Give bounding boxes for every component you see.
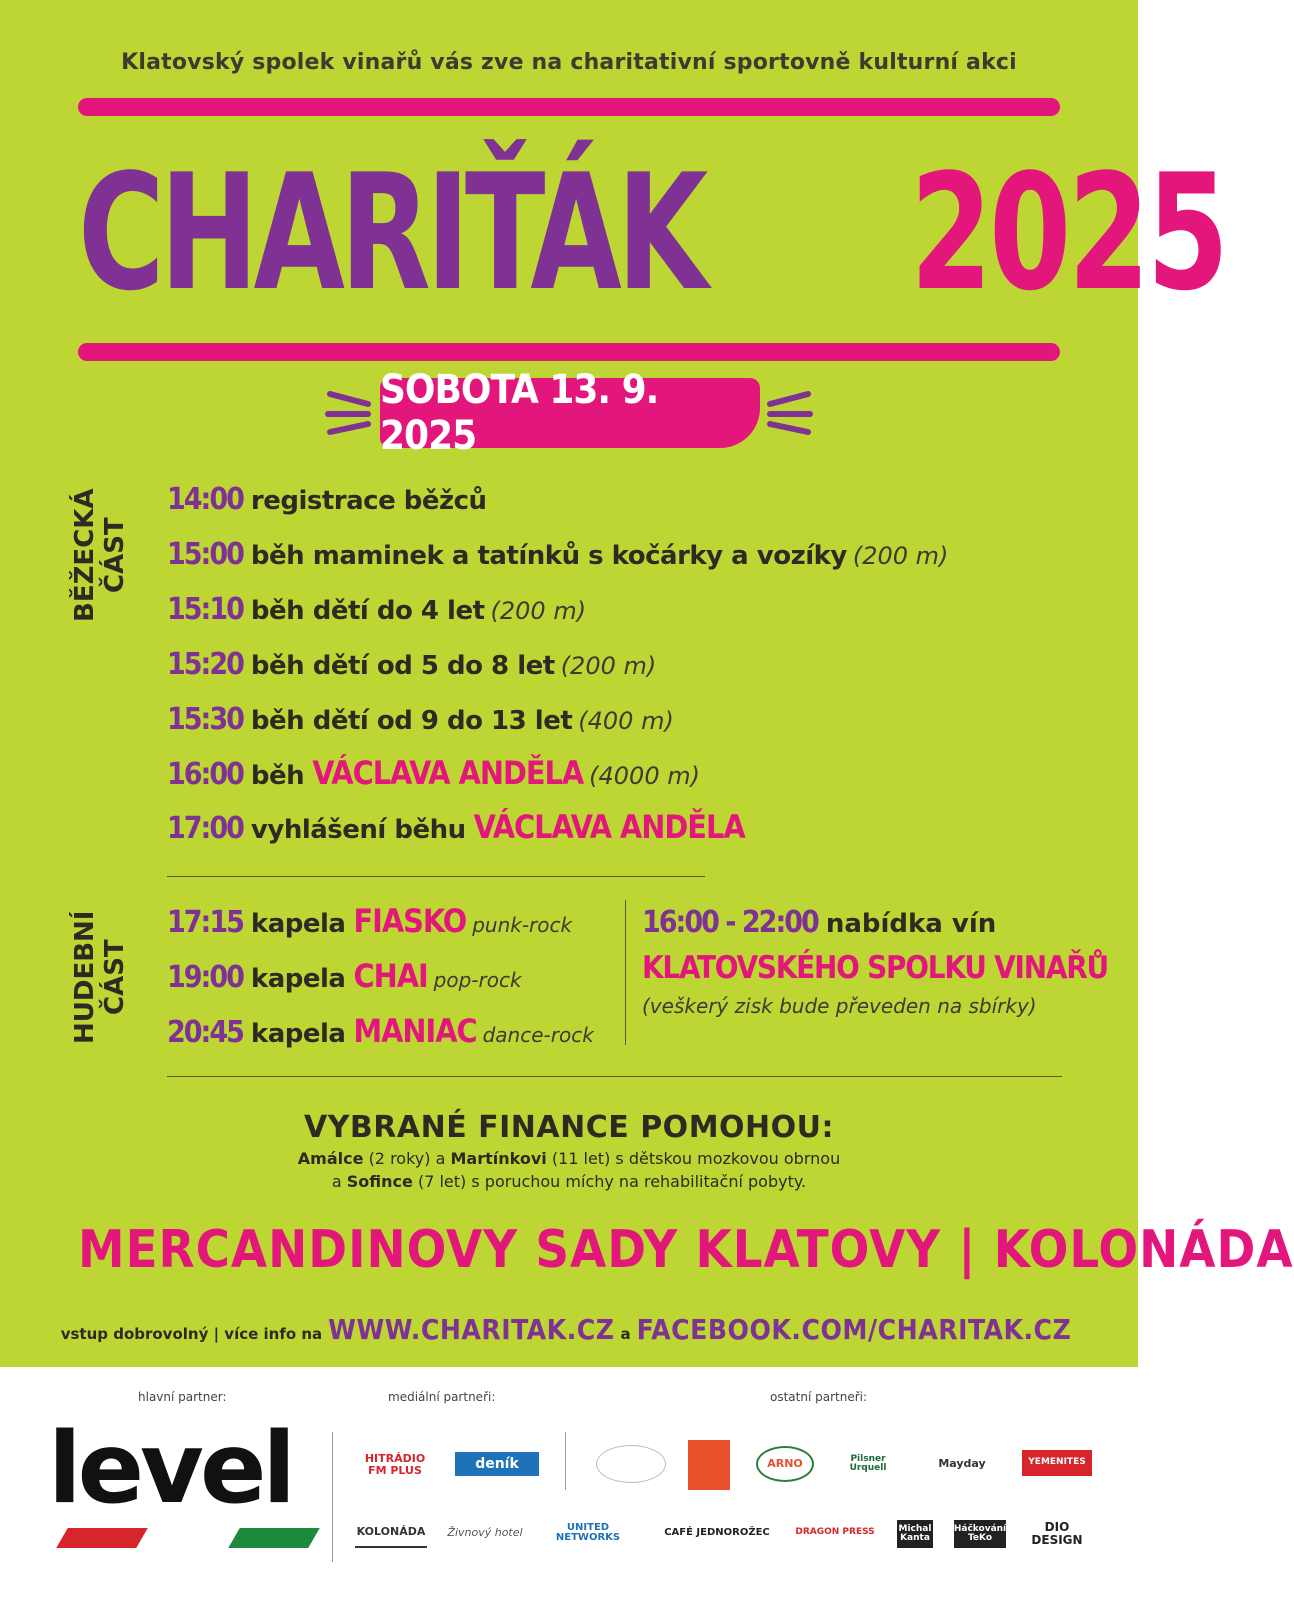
pilsner-logo: Pilsner Urquell xyxy=(849,1453,887,1473)
united-networks-logo: UNITED NETWORKS xyxy=(555,1521,621,1543)
level-wordmark: level xyxy=(48,1412,292,1526)
schedule-distance: (400 m) xyxy=(578,707,674,735)
schedule-text: běh dětí od 9 do 13 let xyxy=(250,706,573,736)
rays-right-icon xyxy=(766,388,814,438)
music-row xyxy=(167,957,522,995)
finance-heading: VYBRANÉ FINANCE POMOHOU: xyxy=(303,1110,835,1145)
schedule-time: 16:00 xyxy=(167,757,243,792)
music-time: 17:15 xyxy=(167,905,243,940)
dio-design-logo: DIO DESIGN xyxy=(1031,1520,1083,1547)
partner-logo-kulturni xyxy=(688,1440,730,1490)
schedule-time: 15:00 xyxy=(167,537,243,572)
kolonada-logo: KOLONÁDA xyxy=(355,1518,427,1548)
arno-logo: ARNO xyxy=(756,1446,814,1482)
music-text: kapela xyxy=(250,909,346,939)
beneficiary-name: Martínkovi xyxy=(450,1149,547,1168)
event-title xyxy=(78,128,1226,338)
partner-logo-circle xyxy=(596,1445,666,1483)
music-text: kapela xyxy=(250,1019,346,1049)
level-logo xyxy=(48,1412,318,1550)
wine-note: (veškerý zisk bude převeden na sbírky) xyxy=(642,994,1037,1018)
music-time: 19:00 xyxy=(167,960,243,995)
date-badge: SOBOTA 13. 9. 2025 xyxy=(380,378,760,448)
schedule-row xyxy=(167,647,656,682)
schedule-highlight: VÁCLAVA ANDĚLA xyxy=(473,808,745,846)
schedule-row xyxy=(167,537,948,572)
wine-highlight: KLATOVSKÉHO SPOLKU VINAŘŮ xyxy=(642,950,1108,986)
schedule-distance: (200 m) xyxy=(852,542,949,570)
band-name: FIASKO xyxy=(353,902,467,940)
beneficiary-prefix: a xyxy=(331,1172,342,1191)
music-row xyxy=(167,902,572,940)
beneficiary-detail: (2 roky) a xyxy=(368,1149,446,1168)
dragon-press-logo: DRAGON PRESS xyxy=(795,1527,875,1538)
section-label-run: BĚŽECKÁ ČÁST xyxy=(70,488,130,622)
logo-stripe-white xyxy=(142,1528,234,1548)
schedule-time: 17:00 xyxy=(167,811,243,846)
beneficiary-detail: (11 let) s dětskou mozkovou obrnou xyxy=(551,1149,841,1168)
schedule-highlight: VÁCLAVA ANDĚLA xyxy=(312,754,584,792)
divider xyxy=(167,876,705,877)
partner-separator xyxy=(332,1432,333,1562)
schedule-text: běh dětí do 4 let xyxy=(250,596,485,626)
column-divider xyxy=(625,900,626,1045)
band-genre: dance-rock xyxy=(482,1023,594,1047)
music-time: 20:45 xyxy=(167,1015,243,1050)
section-label-music: HUDEBNÍ ČÁST xyxy=(70,910,130,1045)
title-year: 2025 xyxy=(909,139,1226,326)
finance-line-1 xyxy=(0,1149,1138,1168)
title-bar-bottom xyxy=(78,343,1060,361)
hackovani-logo: Háčkování TeKo xyxy=(954,1520,1006,1548)
mayday-logo: Mayday xyxy=(938,1457,986,1471)
intro-text: Klatovský spolek vinařů vás zve na charitativní sportovně kulturní akci xyxy=(121,50,1017,75)
schedule-row xyxy=(167,754,700,792)
schedule-text: registrace běžců xyxy=(250,486,487,516)
schedule-row xyxy=(167,808,745,846)
schedule-distance: (200 m) xyxy=(490,597,587,625)
title-main: CHARIŤÁK xyxy=(78,139,704,326)
logo-stripe-green xyxy=(228,1528,320,1548)
music-text: kapela xyxy=(250,964,346,994)
title-bar-top xyxy=(78,98,1060,116)
schedule-distance: (4000 m) xyxy=(589,762,700,790)
facebook-link[interactable]: FACEBOOK.COM/CHARITAK.CZ xyxy=(636,1313,1072,1346)
rays-left-icon xyxy=(324,388,372,438)
band-genre: punk-rock xyxy=(472,913,573,937)
beneficiary-detail: (7 let) s poruchou míchy na rehabilitační pobyty. xyxy=(417,1172,807,1191)
schedule-time: 15:10 xyxy=(167,592,243,627)
wine-text: nabídka vín xyxy=(825,909,997,939)
wine-offer xyxy=(642,905,1108,1018)
main-partner-label: hlavní partner: xyxy=(138,1390,227,1404)
and-text: a xyxy=(620,1325,631,1343)
entry-text: vstup dobrovolný | více info na xyxy=(60,1325,323,1343)
schedule-text: vyhlášení běhu xyxy=(250,815,466,845)
schedule-text: běh dětí od 5 do 8 let xyxy=(250,651,555,681)
schedule-time: 15:30 xyxy=(167,702,243,737)
finance-section xyxy=(0,1110,1138,1191)
denik-logo: deník xyxy=(455,1452,539,1476)
schedule-time: 14:00 xyxy=(167,482,243,517)
music-row xyxy=(167,1012,594,1050)
logo-stripe-red xyxy=(56,1528,148,1548)
schedule-text: běh xyxy=(250,761,305,791)
schedule-distance: (200 m) xyxy=(560,652,657,680)
hitradio-logo: HITRÁDIO FM PLUS xyxy=(364,1452,426,1477)
cafe-logo: CAFÉ JEDNOROŽEC xyxy=(664,1526,770,1538)
venue: MERCANDINOVY SADY KLATOVY | KOLONÁDA xyxy=(78,1220,1294,1280)
band-name: CHAI xyxy=(353,957,428,995)
finance-line-2 xyxy=(0,1172,1138,1191)
schedule-time: 15:20 xyxy=(167,647,243,682)
partner-separator xyxy=(565,1432,566,1490)
beneficiary-name: Sofince xyxy=(346,1172,413,1191)
media-partners-label: mediální partneři: xyxy=(388,1390,496,1404)
website-link[interactable]: WWW.CHARITAK.CZ xyxy=(328,1313,615,1346)
hotel-logo: Živnový hotel xyxy=(447,1526,523,1540)
beneficiary-name: Amálce xyxy=(297,1149,364,1168)
yemenites-logo: YEMENITES xyxy=(1022,1450,1092,1476)
other-partners-label: ostatní partneři: xyxy=(770,1390,868,1404)
wine-time: 16:00 - 22:00 xyxy=(642,905,818,940)
divider xyxy=(167,1076,1062,1077)
schedule-row xyxy=(167,702,674,737)
footer-links xyxy=(0,1313,1138,1346)
schedule-row xyxy=(167,482,487,517)
michal-kanta-logo: Michal Kanta xyxy=(897,1520,933,1548)
schedule-text: běh maminek a tatínků s kočárky a vozíky xyxy=(250,541,847,571)
band-name: MANIAC xyxy=(353,1012,477,1050)
band-genre: pop-rock xyxy=(433,968,522,992)
schedule-row xyxy=(167,592,586,627)
